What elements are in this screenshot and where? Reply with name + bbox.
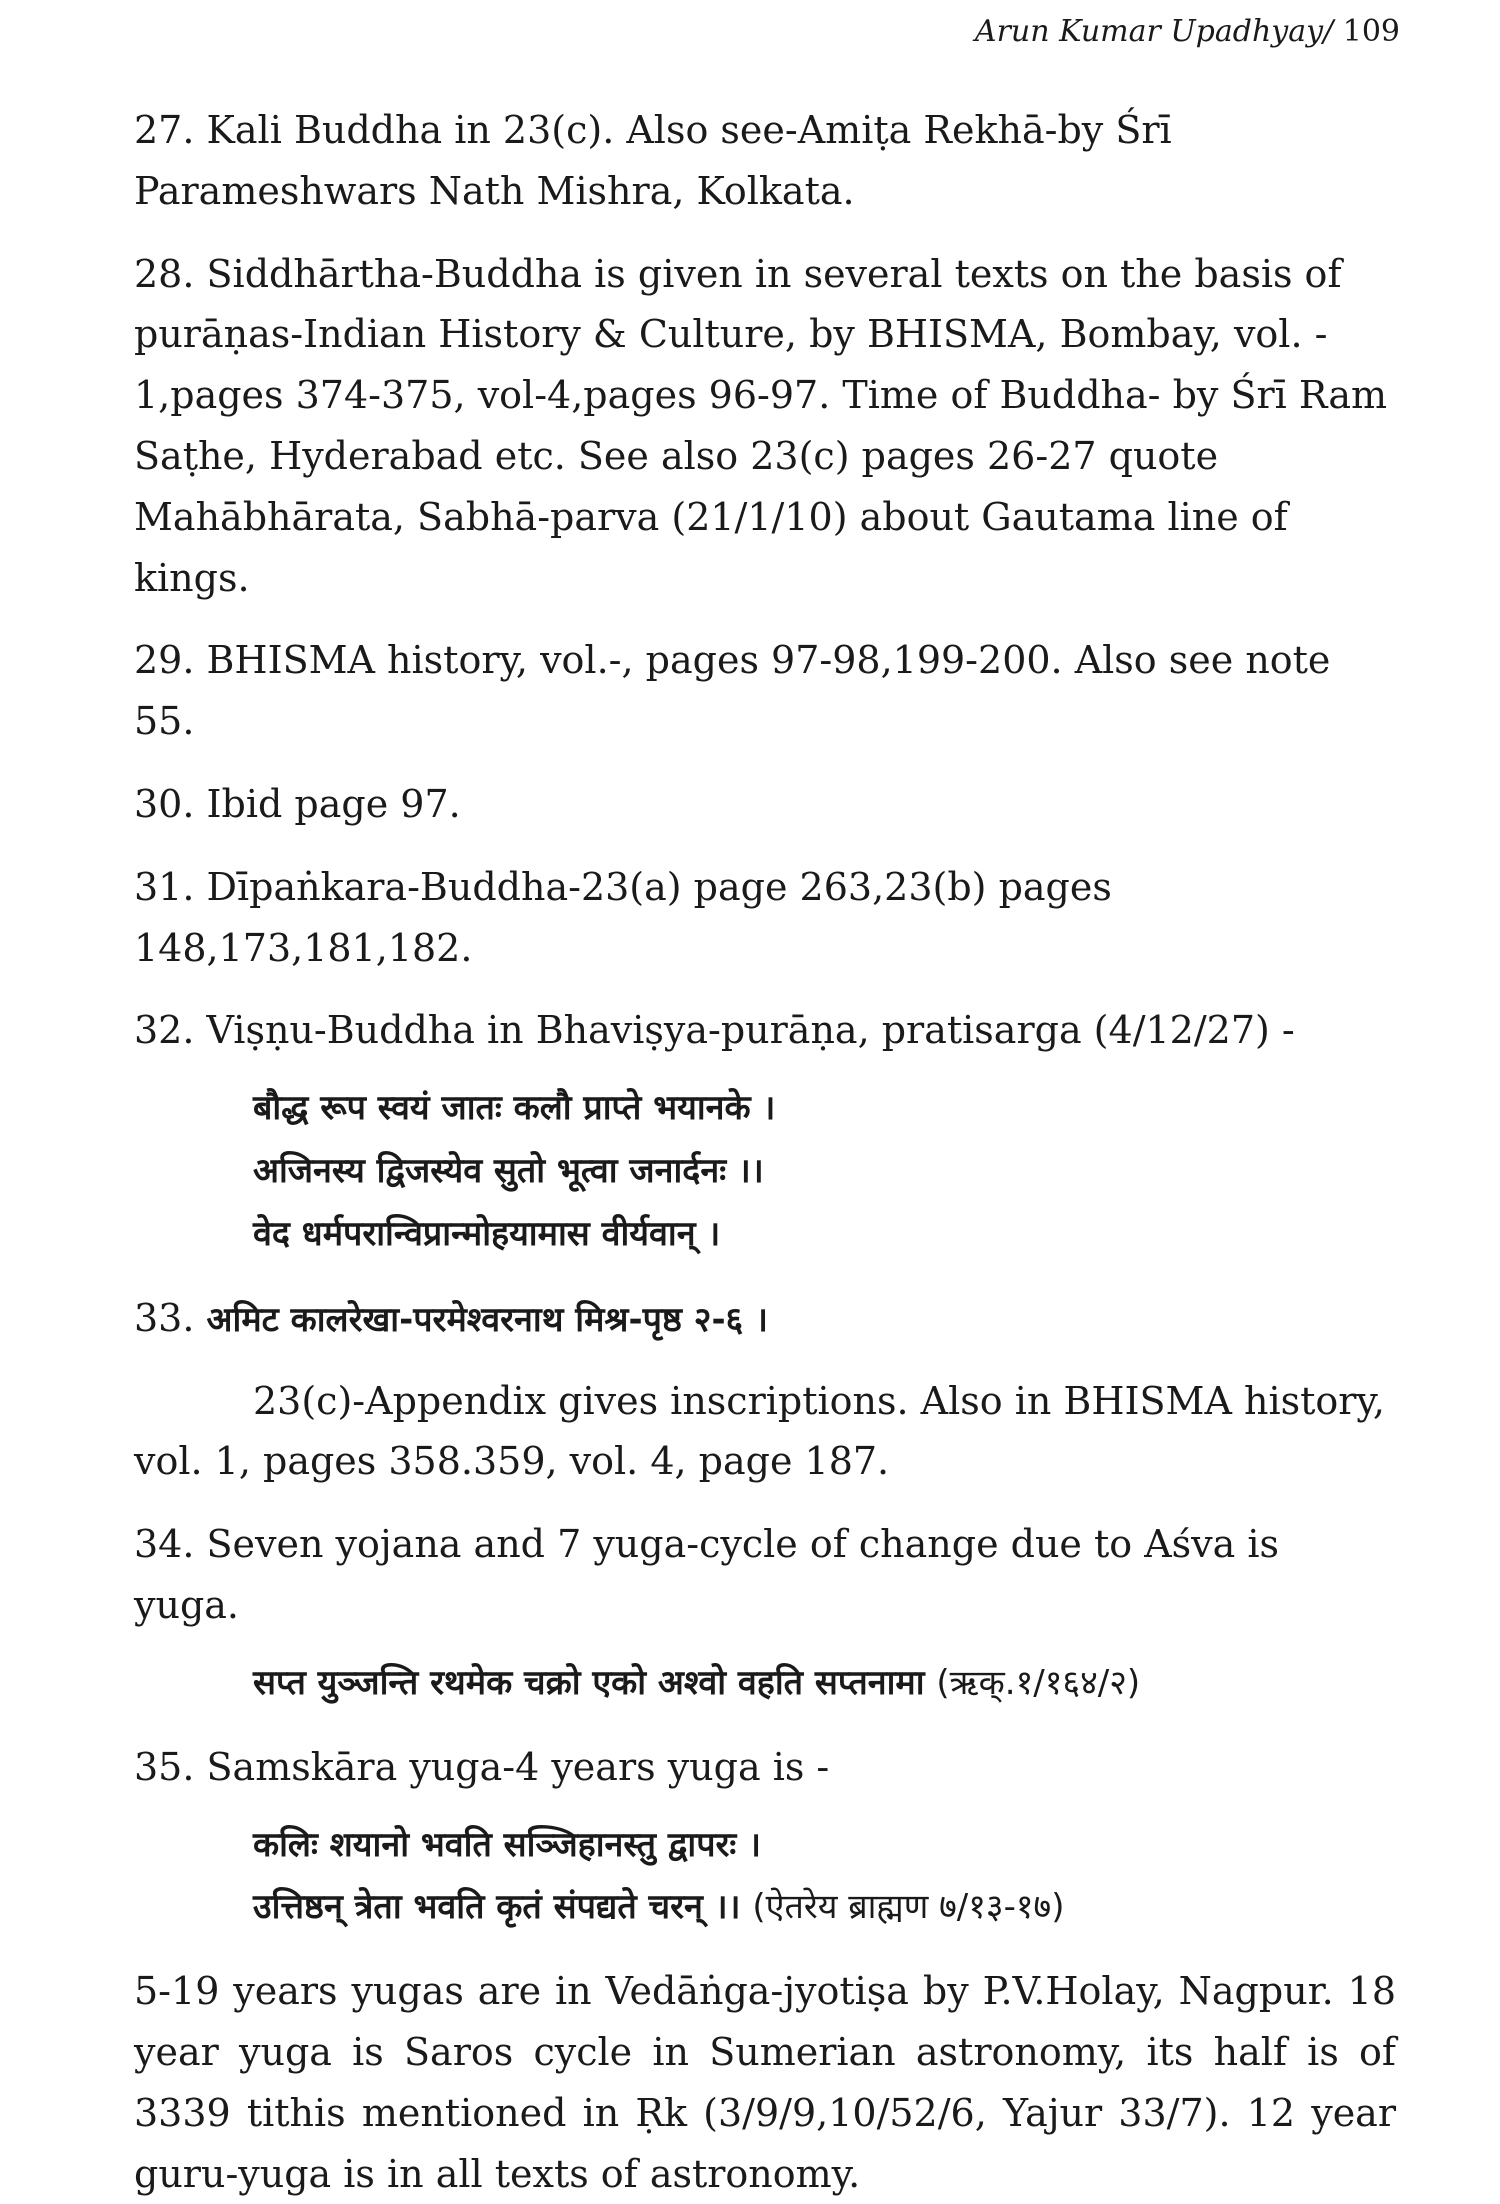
note-31: 31. Dīpaṅkara-Buddha-23(a) page 263,23(b) pages 148,173,181,182.	[134, 864, 1112, 970]
verse-34	[134, 1652, 1396, 1715]
header-author: Arun Kumar Upadhyay/	[974, 14, 1334, 49]
verse-32	[134, 1077, 1396, 1266]
verse-34-text: सप्त युञ्जन्ति रथमेक चक्रो एको अश्वो वहति सप्तनामा	[253, 1662, 925, 1703]
note-33-continuation: 23(c)-Appendix gives inscriptions. Also in BHISMA history, vol. 1, pages 358.359, vol. 4, page 187.	[134, 1378, 1385, 1484]
note-33	[134, 1288, 1396, 1349]
page-number: 109	[1342, 14, 1400, 49]
note-29: 29. BHISMA history, vol.-, pages 97-98,199-200. Also see note 55.	[134, 638, 1331, 744]
notes-body	[134, 100, 1396, 2204]
note-35: 35. Samskāra yuga-4 years yuga is -	[134, 1744, 830, 1789]
note-34: 34. Seven yojana and 7 yuga-cycle of change due to Aśva is yuga.	[134, 1522, 1280, 1628]
note-28: 28. Siddhārtha-Buddha is given in several texts on the basis of purāṇas-Indian History & Culture, by BHISMA, Bombay, vol. - 1,pages 374-375, vol-4,pages 96-97. Time of Buddha- by Śrī Ram Saṭhe, Hyderabad etc. See also 23(c) pages 26-27 quote Mahābhārata, Sabhā-parva (21/1/10) about Gautama line of kings.	[134, 251, 1388, 600]
note-32: 32. Viṣṇu-Buddha in Bhaviṣya-purāṇa, pratisarga (4/12/27) -	[134, 1008, 1295, 1053]
note-27: 27. Kali Buddha in 23(c). Also see-Amiṭa Rekhā-by Śrī Parameshwars Nath Mishra, Kolkata.	[134, 108, 1172, 213]
verse-32-line-2: अजिनस्य द्विजस्येव सुतो भूत्वा जनार्दनः ।।	[253, 1151, 764, 1192]
note-30: 30. Ibid page 97.	[134, 781, 461, 826]
note-33-number: 33.	[134, 1295, 195, 1340]
closing-paragraph: 5-19 years yugas are in Vedāṅga-jyotiṣa by P.V.Holay, Nagpur. 18 year yuga is Saros cycle in Sumerian astronomy, its half is of 3339 tithis mentioned in Ṛk (3/9/9,10/52/6, Yajur 33/7). 12 year guru-yuga is in all texts of astronomy.	[134, 1969, 1396, 2196]
verse-34-line	[253, 1652, 1396, 1715]
verse-32-line-3: वेद धर्मपरान्विप्रान्मोहयामास वीर्यवान् ।	[253, 1213, 721, 1254]
verse-35-line-2	[253, 1876, 1396, 1939]
note-33-devanagari: अमिट कालरेखा-परमेश्वरनाथ मिश्र-पृष्ठ २-६ ।	[206, 1299, 768, 1340]
verse-35	[134, 1814, 1396, 1940]
verse-35-line-2-text: उत्तिष्ठन् त्रेता भवति कृतं संपद्यते चरन् ।।	[253, 1887, 741, 1928]
verse-32-line-1: बौद्ध रूप स्वयं जातः कलौ प्राप्ते भयानके ।	[253, 1088, 776, 1129]
running-header	[975, 14, 1400, 49]
verse-35-line-1: कलिः शयानो भवति सञ्जिहानस्तु द्वापरः ।	[253, 1824, 762, 1865]
verse-34-reference: (ऋक्.१/१६४/२)	[936, 1662, 1141, 1703]
verse-35-reference: (ऐतरेय ब्राह्मण ७/१३-१७)	[752, 1887, 1065, 1928]
